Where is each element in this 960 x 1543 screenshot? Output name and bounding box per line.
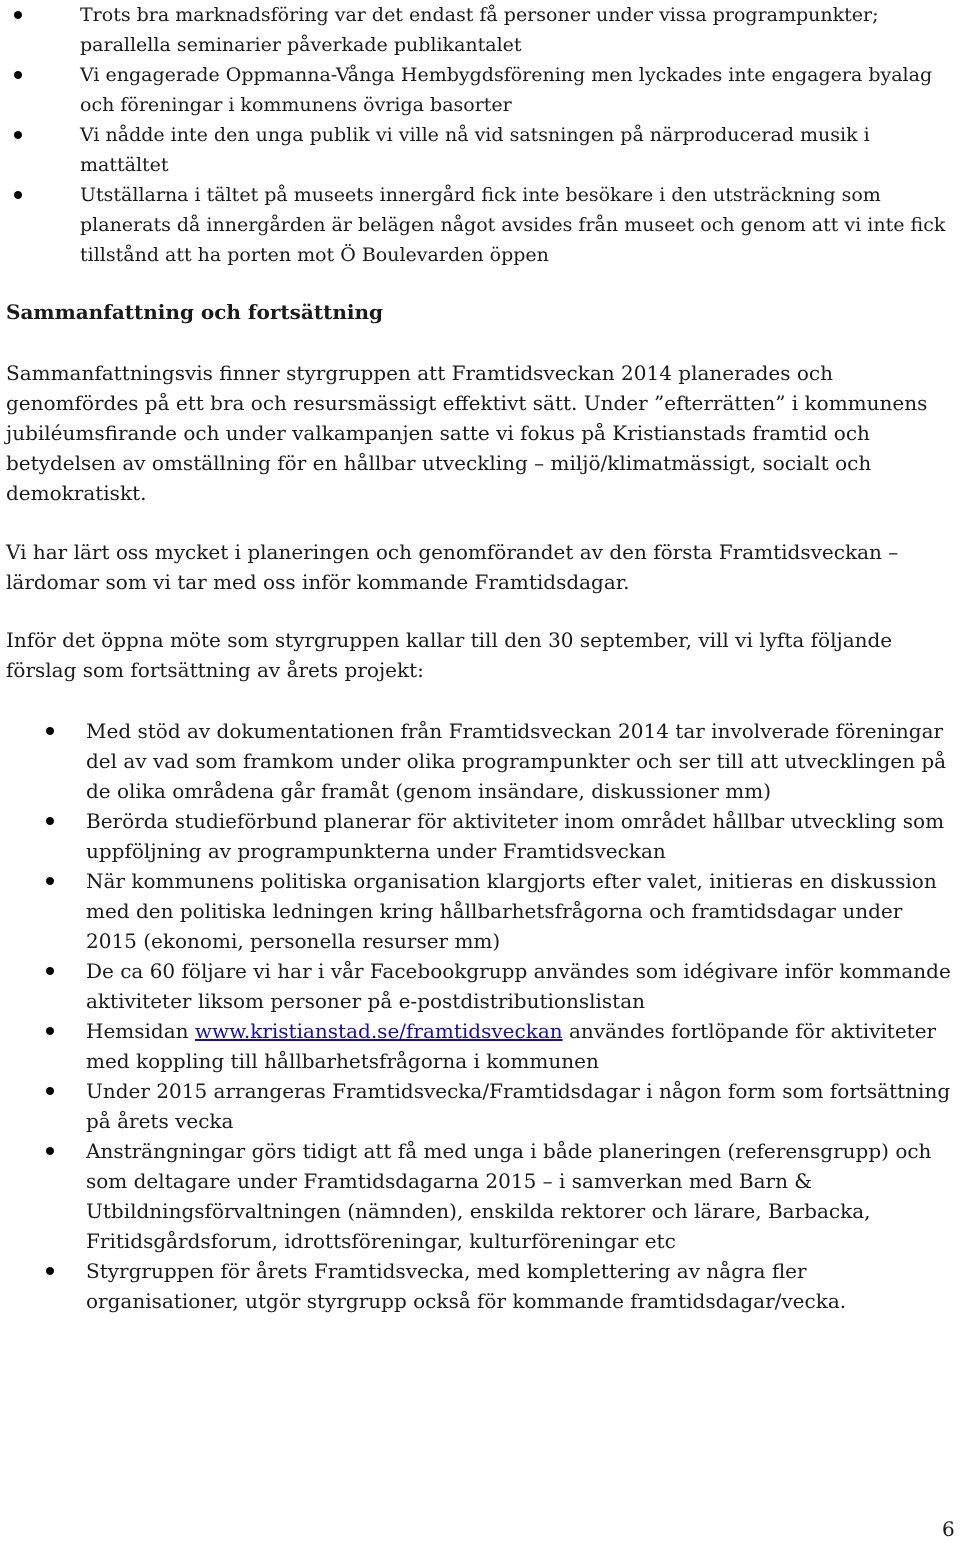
list-item-text-prefix: Hemsidan (86, 1019, 189, 1043)
list-item (80, 120, 960, 180)
list-item-text: Under 2015 arrangeras Framtidsvecka/Framtidsdagar i någon form som fortsättning på årets vecka (86, 1079, 951, 1133)
bullet-icon (14, 131, 22, 139)
bullet-icon (46, 1087, 54, 1095)
lessons-list (80, 0, 960, 270)
bullet-icon (46, 1147, 54, 1155)
list-item (80, 60, 960, 120)
bullet-icon (14, 71, 22, 79)
bullet-icon (46, 727, 54, 735)
section-heading: Sammanfattning och fortsättning (6, 300, 383, 324)
page-number: 6 (942, 1517, 955, 1541)
list-item (86, 866, 952, 956)
list-item (86, 1016, 952, 1076)
list-item (86, 956, 952, 1016)
list-item (86, 1136, 952, 1256)
website-link[interactable]: www.kristianstad.se/framtidsveckan (194, 1019, 563, 1043)
bullet-icon (46, 967, 54, 975)
list-item-text: Med stöd av dokumentationen från Framtidsveckan 2014 tar involverade föreningar del av vad som framkom under olika programpunkter och ser till att utvecklingen på de olika områdena går framåt (genom insändare, diskussioner mm) (86, 719, 947, 803)
list-item-text: De ca 60 följare vi har i vår Facebookgrupp användes som idégivare inför kommande aktiviteter liksom personer på e-postdistributionslistan (86, 959, 951, 1013)
bullet-icon (46, 817, 54, 825)
bullet-icon (14, 191, 22, 199)
list-item (86, 1256, 952, 1316)
list-item (80, 0, 960, 60)
list-item-text: Berörda studieförbund planerar för aktiviteter inom området hållbar utveckling som uppföljning av programpunkterna under Framtidsveckan (86, 809, 945, 863)
list-item-text: Vi nådde inte den unga publik vi ville nå vid satsningen på närproducerad musik i mattältet (80, 124, 870, 176)
list-item-text: Utställarna i tältet på museets innergård fick inte besökare i den utsträckning som planerats då innergården är belägen något avsides från museet och genom att vi inte fick tillstånd att ha porten mot Ö Boulevarden öppen (80, 184, 946, 266)
list-item-text: Ansträngningar görs tidigt att få med unga i både planeringen (referensgrupp) och som deltagare under Framtidsdagarna 2015 – i samverkan med Barn & Utbildningsförvaltningen (nämnden), enskilda rektorer och lärare, Barbacka, Fritidsgårdsforum, idrottsföreningar, kulturföreningar etc (86, 1139, 932, 1253)
bullet-icon (46, 1267, 54, 1275)
list-item-text: Trots bra marknadsföring var det endast få personer under vissa programpunkter; parallella seminarier påverkade publikantalet (80, 4, 879, 56)
list-item-text: När kommunens politiska organisation klargjorts efter valet, initieras en diskussion med den politiska ledningen kring hållbarhetsfrågorna och framtidsdagar under 2015 (ekonomi, personella resurser mm) (86, 869, 937, 953)
list-item-text-suffix: användes fortlöpande för aktiviteter med koppling till hållbarhetsfrågorna i kommunen (86, 1019, 937, 1073)
proposal-intro-paragraph: Inför det öppna möte som styrgruppen kallar till den 30 september, vill vi lyfta följande förslag som fortsättning av årets projekt: (6, 628, 893, 682)
list-item (86, 1076, 952, 1136)
list-item-text: Styrgruppen för årets Framtidsvecka, med komplettering av några fler organisationer, utgör styrgrupp också för kommande framtidsdagar/vecka. (86, 1259, 847, 1313)
list-item-text: Vi engagerade Oppmanna-Vånga Hembygdsförening men lyckades inte engagera byalag och föreningar i kommunens övriga basorter (80, 64, 933, 116)
bullet-icon (14, 11, 22, 19)
summary-paragraph: Sammanfattningsvis finner styrgruppen att Framtidsveckan 2014 planerades och genomfördes på ett bra och resursmässigt effektivt sätt. Under ”efterrätten” i kommunens jubiléumsfirande och under valkampanjen satte vi fokus på Kristianstads framtid och betydelsen av omställning för en hållbar utveckling – miljö/klimatmässigt, socialt och demokratiskt. (6, 361, 928, 505)
bullet-icon (46, 1027, 54, 1035)
list-item (86, 716, 952, 806)
list-item (80, 180, 960, 270)
lessons-paragraph: Vi har lärt oss mycket i planeringen och genomförandet av den första Framtidsveckan – lärdomar som vi tar med oss inför kommande Framtidsdagar. (6, 540, 899, 594)
list-item (86, 806, 952, 866)
proposals-list (86, 716, 952, 1316)
bullet-icon (46, 877, 54, 885)
